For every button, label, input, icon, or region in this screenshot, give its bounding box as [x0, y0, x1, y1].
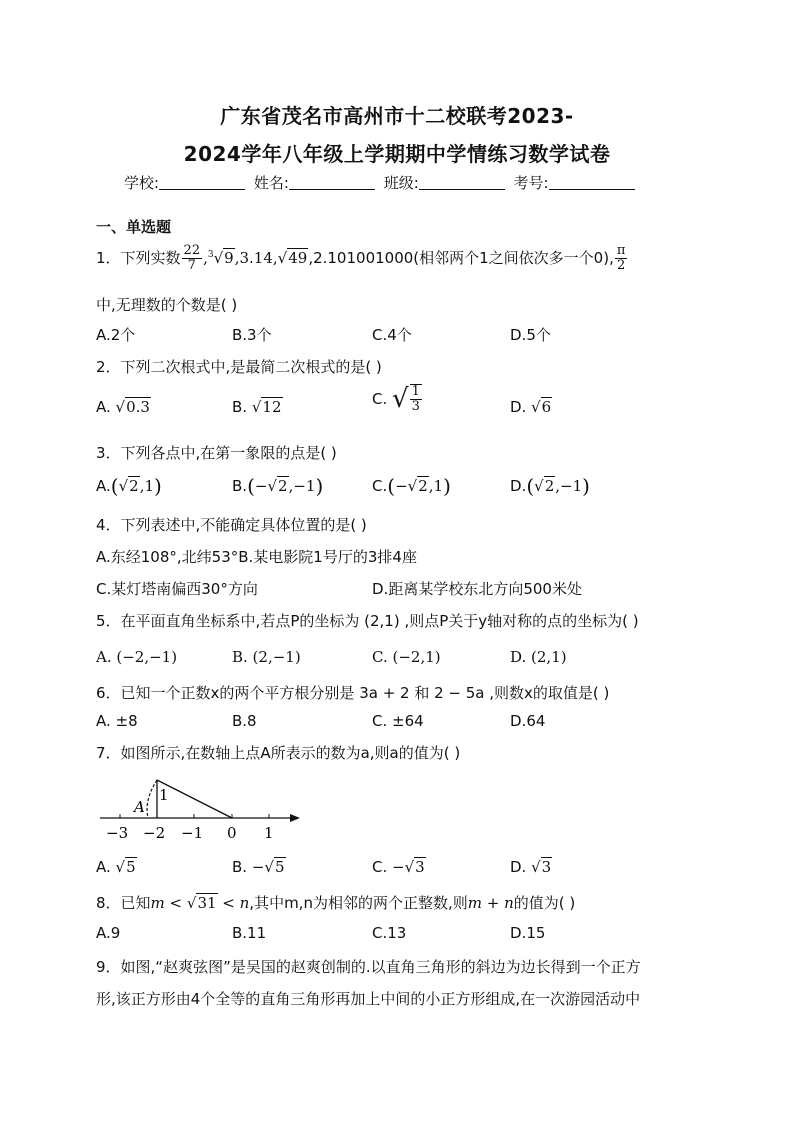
- q2-d-radicand: 6: [541, 398, 552, 416]
- q8-text-pre: 8．已知: [96, 894, 151, 912]
- tick-label: 1: [264, 824, 274, 842]
- q3-d-letter: D.: [510, 477, 527, 495]
- q7-a-letter: A.: [96, 858, 111, 876]
- question-9-line2: 形,该正方形由4个全等的直角三角形再加上中间的小正方形组成,在一次游园活动中: [96, 990, 641, 1008]
- exam-title-line2: 2024学年八年级上学期期中学情练习数学试卷: [183, 142, 611, 166]
- question-1-stem: 1．下列实数 $\frac{22}{7}$ ,$^3$√9,3.14,√49,2.101001000(相邻两个1之间依次多一个0), $\frac{\pi}{2}$: [96, 243, 626, 273]
- school-blank[interactable]: [159, 175, 245, 190]
- q1-option-c[interactable]: C.4个: [372, 326, 412, 344]
- label-a: A: [134, 798, 145, 816]
- q8-text-end: 的值为( ): [513, 894, 576, 912]
- q2-c-letter: C.: [372, 390, 388, 408]
- q1-frac2-den: 2: [616, 258, 626, 273]
- q4-option-c[interactable]: C.某灯塔南偏西30°方向: [96, 580, 258, 598]
- q1-text-mid: ,3.14,: [234, 249, 278, 267]
- q7-c-sign: −: [392, 858, 405, 876]
- question-1-line2: 中,无理数的个数是( ): [96, 296, 238, 314]
- q7-option-b[interactable]: B. −√5: [232, 858, 285, 876]
- q8-option-c[interactable]: C.13: [372, 924, 407, 942]
- q3-c-radicand: 2: [418, 477, 428, 495]
- q3-a-letter: A.: [96, 477, 111, 495]
- school-label: 学校:: [124, 174, 160, 192]
- question-5-stem: 5．在平面直角坐标系中,若点P的坐标为 (2,1) ,则点P关于y轴对称的点的坐标为( ): [96, 612, 639, 630]
- q7-option-a[interactable]: A. √5: [96, 858, 136, 876]
- q7-option-d[interactable]: D. √3: [510, 858, 552, 876]
- q6-option-d[interactable]: D.64: [510, 712, 546, 730]
- q3-b-radicand: 2: [278, 477, 288, 495]
- q8-ineq-right: < n: [217, 894, 250, 912]
- q5-option-b[interactable]: B. (2,−1): [232, 648, 301, 666]
- q8-ineq-left: m <: [150, 894, 187, 912]
- q7-c-letter: C.: [372, 858, 388, 876]
- name-blank[interactable]: [289, 175, 375, 190]
- q3-c-sign: −: [395, 477, 408, 495]
- q2-c-den: 3: [411, 399, 420, 414]
- tick-label: 0: [227, 824, 237, 842]
- section-heading: 一、单选题: [96, 218, 172, 236]
- q8-option-d[interactable]: D.15: [510, 924, 546, 942]
- q3-c-letter: C.: [372, 477, 388, 495]
- q3-b-rest: ,−1: [288, 477, 316, 495]
- axis-arrow-icon: [290, 814, 300, 822]
- question-3-stem: 3．下列各点中,在第一象限的点是( ): [96, 444, 337, 462]
- q1-frac1-den: 7: [187, 258, 196, 273]
- q3-option-c[interactable]: C.(−√2,1): [372, 474, 451, 498]
- q3-d-radicand: 2: [544, 477, 555, 495]
- name-label: 姓名:: [253, 174, 289, 192]
- q5-option-c[interactable]: C. (−2,1): [372, 648, 441, 666]
- q3-option-b[interactable]: B.(−√2,−1): [232, 474, 324, 498]
- id-label: 考号:: [513, 174, 549, 192]
- q7-c-radicand: 3: [415, 858, 425, 876]
- info-fields: [124, 172, 639, 193]
- q2-c-num: 1: [411, 384, 420, 399]
- question-4-stem: 4．下列表述中,不能确定具体位置的是( ): [96, 516, 367, 534]
- q1-text-a: 1．下列实数: [96, 249, 181, 267]
- q6-option-b[interactable]: B.8: [232, 712, 257, 730]
- exam-title-line1: 广东省茂名市高州市十二校联考2023-: [220, 104, 574, 128]
- q6-option-a[interactable]: A. ±8: [96, 712, 138, 730]
- q8-expression: m + n: [467, 894, 514, 912]
- q2-option-d[interactable]: D. √6: [510, 398, 552, 416]
- q2-option-a[interactable]: A. √0.3: [96, 398, 150, 416]
- question-9-line1: 9．如图,“赵爽弦图”是吴国的赵爽创制的.以直角三角形的斜边为边长得到一个正方: [96, 958, 641, 976]
- q7-b-radicand: 5: [274, 858, 285, 876]
- q6-option-c[interactable]: C. ±64: [372, 712, 424, 730]
- q1-option-d[interactable]: D.5个: [510, 326, 551, 344]
- class-label: 班级:: [383, 174, 419, 192]
- q2-b-radicand: 12: [262, 398, 282, 416]
- q7-d-radicand: 3: [541, 858, 552, 876]
- q2-a-letter: A.: [96, 398, 111, 416]
- q8-option-b[interactable]: B.11: [232, 924, 267, 942]
- q1-cube-root: $^3$√9: [207, 249, 234, 267]
- q1-frac2-num: π: [616, 243, 626, 258]
- tick-label: −2: [143, 824, 166, 842]
- q3-a-radicand: 2: [129, 477, 139, 495]
- q3-a-rest: ,1: [139, 477, 154, 495]
- tick-label: −1: [181, 824, 204, 842]
- q2-option-c[interactable]: C. √ $\frac{1}{3}$: [372, 384, 420, 414]
- q7-d-letter: D.: [510, 858, 527, 876]
- q3-option-d[interactable]: D.(√2,−1): [510, 474, 590, 498]
- q7-option-c[interactable]: C. −√3: [372, 858, 425, 876]
- q7-b-letter: B.: [232, 858, 248, 876]
- q2-d-letter: D.: [510, 398, 527, 416]
- q3-option-a[interactable]: A.(√2,1): [96, 474, 162, 498]
- q8-text-post: ,其中m,n为相邻的两个正整数,则: [249, 894, 468, 912]
- q1-option-b[interactable]: B.3个: [232, 326, 272, 344]
- q2-a-radicand: 0.3: [126, 398, 150, 416]
- q5-option-a[interactable]: A. (−2,−1): [96, 648, 178, 666]
- q8-option-a[interactable]: A.9: [96, 924, 121, 942]
- question-8-stem: 8．已知m < √31 < n,其中m,n为相邻的两个正整数,则m + n的值为( ): [96, 894, 576, 912]
- q1-frac1-num: 22: [183, 243, 201, 258]
- q3-c-rest: ,1: [428, 477, 444, 495]
- q7-b-sign: −: [251, 858, 265, 876]
- q8-radicand: 31: [197, 894, 217, 912]
- q1-text-tail: ,2.101001000(相邻两个1之间依次多一个0),: [308, 249, 614, 267]
- number-line-figure: [96, 770, 306, 844]
- id-blank[interactable]: [549, 175, 635, 190]
- q3-b-sign: −: [254, 477, 268, 495]
- q4-option-a-b[interactable]: A.东经108°,北纬53°B.某电影院1号厅的3排4座: [96, 548, 417, 566]
- q1-option-a[interactable]: A.2个: [96, 326, 136, 344]
- question-6-stem: 6．已知一个正数x的两个平方根分别是 3a + 2 和 2 − 5a ,则数x的取值是( ): [96, 684, 610, 702]
- q2-option-b[interactable]: B. √12: [232, 398, 282, 416]
- q4-option-d[interactable]: D.距离某学校东北方向500米处: [372, 580, 582, 598]
- q1-fraction-pi-2: [615, 244, 628, 273]
- q1-cbrt-value: 9: [224, 249, 234, 267]
- q3-d-rest: ,−1: [555, 477, 583, 495]
- q2-b-letter: B.: [232, 398, 248, 416]
- question-7-stem: 7．如图所示,在数轴上点A所表示的数为a,则a的值为( ): [96, 744, 461, 762]
- q1-sqrt-value: 49: [288, 249, 308, 267]
- q5-option-d[interactable]: D. (2,1): [510, 648, 567, 666]
- compass-arc: [147, 780, 157, 818]
- q7-a-radicand: 5: [126, 858, 136, 876]
- q1-fraction-22-7: [182, 244, 203, 273]
- q1-sqrt: √49: [277, 249, 308, 267]
- tick-label: −3: [106, 824, 129, 842]
- q3-b-letter: B.: [232, 477, 248, 495]
- class-blank[interactable]: [419, 175, 505, 190]
- label-one: 1: [159, 786, 169, 804]
- q1-cbrt-index: 3: [207, 250, 214, 260]
- question-2-stem: 2．下列二次根式中,是最简二次根式的是( ): [96, 358, 382, 376]
